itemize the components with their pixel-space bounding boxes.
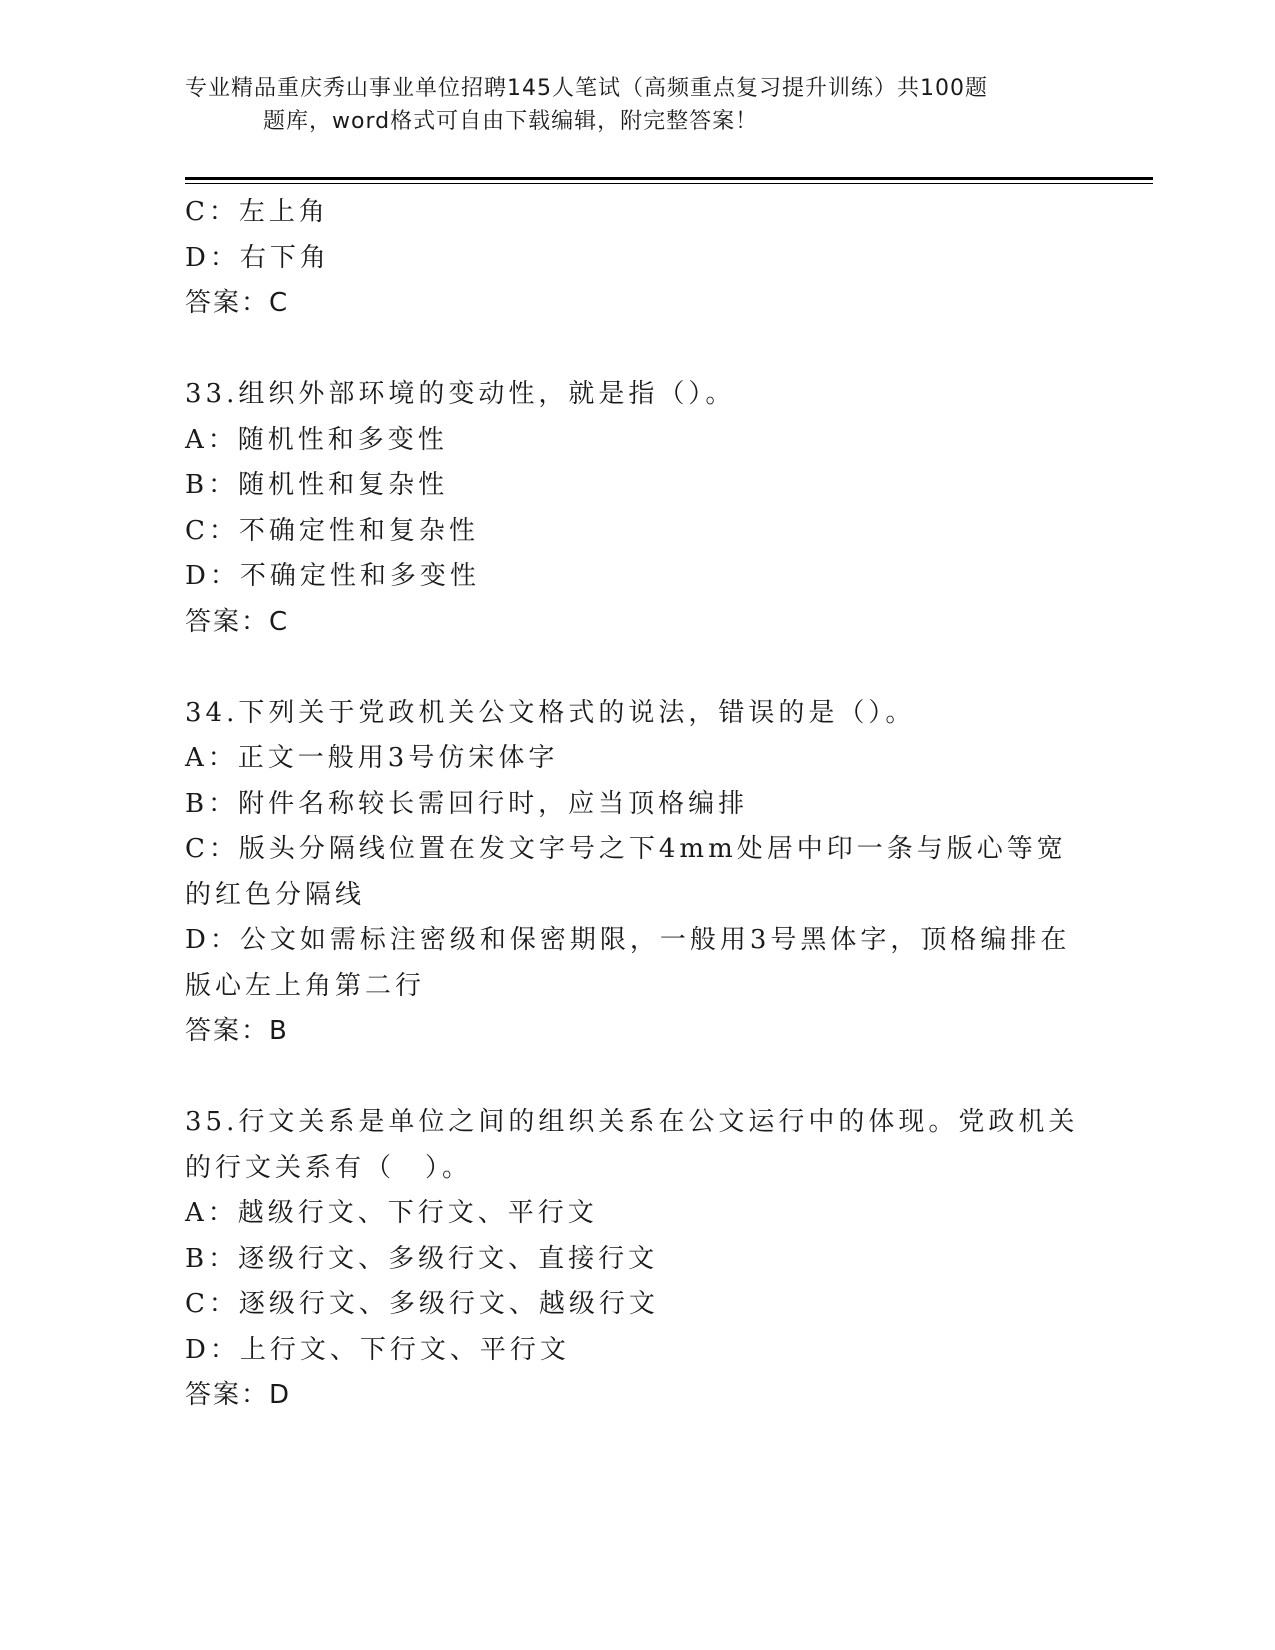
header-title-line-2: 题库，word格式可自由下载编辑，附完整答案！ — [263, 109, 759, 134]
option-b: B：附件名称较长需回行时，应当顶格编排 — [185, 788, 749, 819]
answer: 答案：C — [185, 606, 290, 637]
option-a: A：随机性和多变性 — [185, 424, 448, 455]
question-stem: 33.组织外部环境的变动性，就是指（）。 — [185, 379, 736, 409]
answer: 答案：B — [185, 1016, 289, 1046]
option-d: D：公文如需标注密级和保密期限，一般用3号黑体字，顶格编排在版心左上角第二行 — [185, 925, 1071, 1001]
question-34 — [185, 691, 1085, 1055]
option-c: C：版头分隔线位置在发文字号之下4mm处居中印一条与版心等宽的红色分隔线 — [185, 834, 1067, 910]
option-c: C：逐级行文、多级行文、越级行文 — [185, 1289, 659, 1319]
answer: 答案：D — [185, 1380, 292, 1410]
option-d: D：不确定性和多变性 — [185, 561, 480, 591]
question-stem: 34.下列关于党政机关公文格式的说法，错误的是（）。 — [185, 697, 916, 728]
answer: 答案：C — [185, 288, 290, 318]
question-33 — [185, 372, 1085, 645]
option-d: D：右下角 — [185, 242, 330, 273]
document-header — [185, 72, 1065, 138]
spacer — [185, 327, 1085, 373]
option-c: C：左上角 — [185, 197, 329, 227]
header-rule-thin — [185, 183, 1153, 184]
header-title-line-1: 专业精品重庆秀山事业单位招聘145人笔试（高频重点复习提升训练）共100题 — [185, 76, 988, 101]
option-b: B：逐级行文、多级行文、直接行文 — [185, 1243, 659, 1274]
option-d: D：上行文、下行文、平行文 — [185, 1334, 570, 1365]
header-rule-thick — [185, 177, 1153, 180]
document-body — [185, 190, 1085, 1419]
continued-question — [185, 190, 1085, 327]
option-a: A：正文一般用3号仿宋体字 — [185, 743, 559, 773]
question-35 — [185, 1100, 1085, 1419]
spacer — [185, 645, 1085, 691]
question-stem: 35.行文关系是单位之间的组织关系在公文运行中的体现。党政机关的行文关系有（ ）。 — [185, 1107, 1079, 1183]
option-b: B：随机性和复杂性 — [185, 470, 449, 500]
option-a: A：越级行文、下行文、平行文 — [185, 1198, 598, 1228]
spacer — [185, 1055, 1085, 1101]
option-c: C：不确定性和复杂性 — [185, 515, 479, 546]
